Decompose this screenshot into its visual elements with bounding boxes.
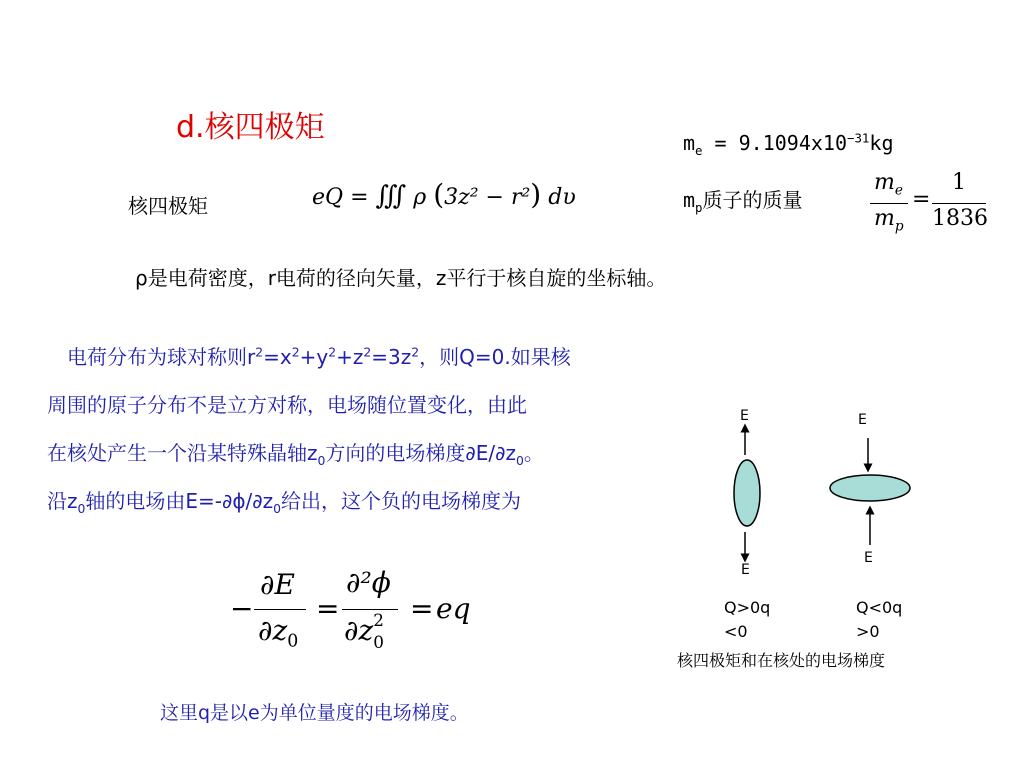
proton-mass-label	[683, 184, 803, 213]
me-sub: e	[695, 143, 703, 158]
ratio-right-bar	[932, 203, 986, 204]
grad-dE: ∂E	[260, 568, 295, 601]
formula-integral: ∭	[375, 181, 407, 211]
ratio-den-m: m	[874, 206, 895, 231]
ratio-equals: =	[912, 187, 931, 212]
grad-eq1: =	[316, 592, 340, 625]
mp-sub: p	[695, 200, 703, 215]
electron-mass	[683, 130, 894, 158]
formula-dv: dυ	[548, 185, 576, 210]
formula-equals: =	[350, 185, 369, 210]
ratio-num-m: m	[874, 170, 895, 195]
e-label-right-top: E	[858, 412, 867, 428]
definition-line: ρ是电荷密度，r电荷的径向矢量，z平行于核自旋的坐标轴。	[135, 266, 667, 290]
mp-label-text: 质子的质量	[702, 188, 803, 212]
e-label-right-bottom: E	[864, 550, 873, 566]
grad-bar-2	[342, 609, 398, 610]
para-line-2: 周围的原子分布不是立方对称，电场随位置变化，由此	[47, 393, 527, 417]
grad-minus: −	[230, 592, 254, 625]
grad-eq2: =	[410, 592, 434, 625]
mp-symbol: m	[683, 188, 696, 212]
grad-d2phi: ∂²ϕ	[346, 566, 391, 599]
mass-ratio-fraction	[868, 170, 988, 238]
diagram-caption: 核四极矩和在核处的电场梯度	[677, 651, 886, 670]
grad-bar-1	[254, 609, 306, 610]
gradient-formula: − ∂E $\partial z_0$ = ∂²ϕ ∂z 2 0 = eq	[230, 566, 471, 652]
ratio-den-sub: p	[894, 218, 904, 235]
explanation-paragraph	[47, 333, 677, 525]
quadrupole-label: 核四极矩	[128, 194, 208, 218]
grad-rhs: eq	[436, 592, 471, 625]
formula-body: 3z² − r²	[444, 185, 531, 210]
e-label-left-top: E	[740, 408, 749, 424]
prolate-nucleus	[734, 460, 760, 526]
para-line-3: 在核处产生一个沿某特殊晶轴$z_0$方向的电场梯度$\partial E/\partial z_0$。	[47, 441, 544, 468]
me-value: = 9.1094x10	[702, 131, 848, 155]
me-unit: kg	[869, 131, 894, 155]
formula-paren-close: )	[530, 178, 542, 211]
grad-dz0: ∂z	[258, 614, 288, 647]
para-line-1: 电荷分布为球对称则$r^2=x^2+y^2+z^2=3z^2$，则Q=0.如果核	[47, 344, 571, 369]
e-label-left-bottom: E	[741, 562, 750, 578]
slide-title: d.核四极矩	[176, 110, 325, 145]
oblate-nucleus	[830, 475, 910, 501]
me-exp: −31	[847, 130, 870, 146]
para-line-4: 沿$z_0$轴的电场由$E=-\partial\phi/\partial z_0$给出，这个负的电场梯度为	[47, 489, 522, 516]
grad-dz02: ∂z	[344, 614, 374, 647]
me-symbol: m	[683, 131, 696, 155]
quadrupole-formula	[312, 178, 576, 211]
formula-lhs: eQ	[312, 185, 344, 210]
ratio-denominator: 1836	[932, 206, 988, 231]
ratio-one: 1	[952, 170, 966, 195]
formula-rho: ρ	[413, 185, 427, 210]
ratio-num-sub: e	[894, 182, 903, 199]
footnote: 这里q是以e为单位量度的电场梯度。	[160, 702, 469, 724]
right-q-label: Q<0q >0	[856, 598, 903, 641]
formula-paren-open: (	[433, 178, 445, 211]
ratio-left-bar	[870, 203, 908, 204]
left-q-label: Q>0q <0	[724, 598, 771, 641]
